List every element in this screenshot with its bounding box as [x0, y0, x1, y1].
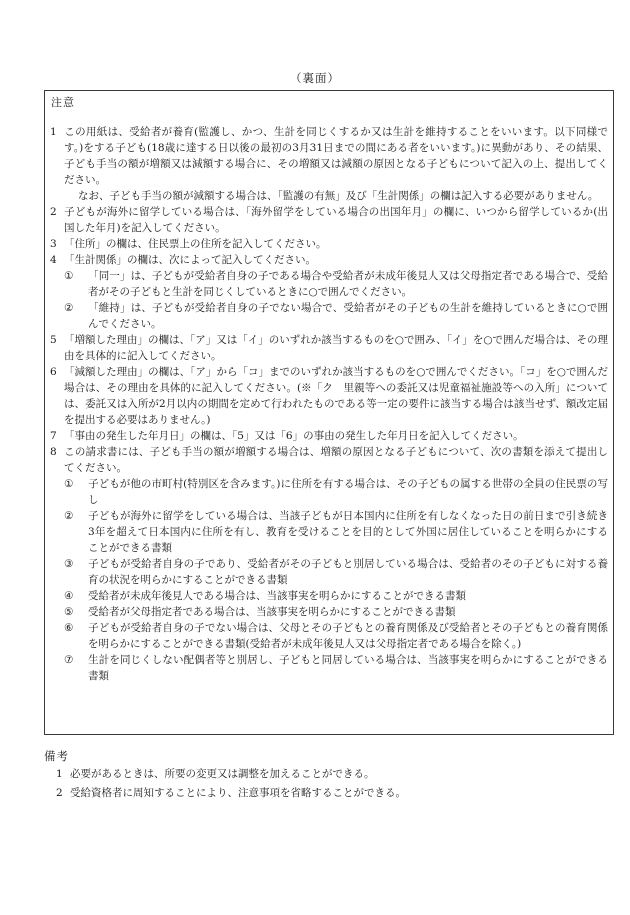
item-text: 「事由の発生した年月日」の欄は、「5」又は「6」の事由の発生した年月日を記入してください。 [64, 430, 524, 442]
notice-box [44, 90, 614, 735]
item-text: 必要があるときは、所要の変更又は調整を加えることができる。 [70, 768, 375, 780]
item-number: 4 [50, 254, 57, 266]
item-text: 受給者が未成年後見人である場合は、当該事実を明らかにすることができる書類 [88, 590, 466, 602]
notice-item-1 [50, 124, 608, 188]
notice-subitem-8-4 [50, 588, 608, 604]
item-number: 5 [50, 334, 57, 346]
item-text: 「減額した理由」の欄は、「ア」から「コ」までのいずれか該当するものを○で囲んでください。「コ」を○で囲んだ場合は、その理由を具体的に記入してください。(※「ク 里親等への委託又は児童福祉施設等への入所」については、委託又は入所が2月以内の期間を定めて行われたものである等一定の要件に該当する場合は該当せず、額改定届を提出する必要はありません。) [64, 366, 608, 426]
item-number: 1 [50, 126, 57, 138]
notice-item-5 [50, 332, 608, 364]
item-number: ① [64, 478, 74, 490]
item-text: 子どもが受給者自身の子であり、受給者がその子どもと別居している場合は、受給者のその子どもに対する養育の状況を明らかにすることができる書類 [88, 558, 608, 586]
notice-subitem-8-5 [50, 604, 608, 620]
item-number: 8 [50, 446, 57, 458]
item-text: この用紙は、受給者が養育(監護し、かつ、生計を同じくするか又は生計を維持することをいいます。以下同様です。)をする子ども(18歳に達する日以後の最初の3月31日までの間にある者をいいます。)に異動があり、その結果、子ども手当の額が増額又は減額する場合に、その増額又は減額の原因となる子どもについて記入の上、提出してください。 [64, 126, 608, 186]
item-number: ④ [64, 590, 74, 602]
page-heading: （裏面） [290, 71, 340, 85]
item-number: 2 [50, 206, 57, 218]
item-number: ⑦ [64, 654, 74, 666]
notice-subitem-4-2 [50, 300, 608, 332]
notice-subitem-4-1 [50, 268, 608, 300]
item-text: 受給者が父母指定者である場合は、当該事実を明らかにすることができる書類 [88, 606, 456, 618]
notice-item-8 [50, 444, 608, 476]
item-text: 子どもが海外に留学をしている場合は、当該子どもが日本国内に住所を有しなくなった日の前日まで引き続き3年を超えて日本国内に住所を有し、教育を受けることを目的として外国に居住していることを明らかにすることができる書類 [88, 510, 608, 554]
notice-subitem-8-2 [50, 508, 608, 556]
item-number: 7 [50, 430, 57, 442]
item-number: ② [64, 302, 74, 314]
item-number: 1 [56, 768, 63, 780]
notice-item-1-note [50, 188, 608, 204]
item-number: ⑤ [64, 606, 74, 618]
notice-item-3 [50, 236, 608, 252]
item-number: 3 [50, 238, 57, 250]
notice-item-4 [50, 252, 608, 268]
item-text: 「住所」の欄は、住民票上の住所を記入してください。 [64, 238, 327, 250]
remarks-item-2 [56, 784, 596, 803]
item-number: 6 [50, 366, 57, 378]
notice-item-6 [50, 364, 608, 428]
item-text: 「増額した理由」の欄は、「ア」又は「イ」のいずれか該当するものを○で囲み、「イ」を○で囲んだ場合は、その理由を具体的に記入してください。 [64, 334, 608, 362]
item-number: ② [64, 510, 74, 522]
item-number: ⑥ [64, 622, 74, 634]
item-text: 受給資格者に周知することにより、注意事項を省略することができる。 [70, 787, 406, 799]
remarks-item-1 [56, 765, 596, 784]
notice-item-2 [50, 204, 608, 236]
item-text: この請求書には、子ども手当の額が増額する場合は、増額の原因となる子どもについて、次の書類を添えて提出してください。 [64, 446, 608, 474]
item-text: 子どもが海外に留学している場合は、「海外留学をしている場合の出国年月」の欄に、いつから留学しているか(出国した年月)を記入してください。 [64, 206, 608, 234]
item-text: 「生計関係」の欄は、次によって記入してください。 [64, 254, 316, 266]
notice-items [50, 124, 608, 684]
item-number: ① [64, 270, 74, 282]
item-text: 「同一」は、子どもが受給者自身の子である場合や受給者が未成年後見人又は父母指定者である場合で、受給者がその子どもと生計を同じくしているときに○で囲んでください。 [88, 270, 608, 298]
notice-title: 注意 [51, 96, 75, 109]
item-number: ③ [64, 558, 74, 570]
item-number: 2 [56, 787, 63, 799]
item-text: 子どもが受給者自身の子でない場合は、父母とその子どもとの養育関係及び受給者とその子どもとの養育関係を明らかにすることができる書類(受給者が未成年後見人又は父母指定者である場合を除く。) [88, 622, 608, 650]
notice-subitem-8-1 [50, 476, 608, 508]
remarks-title: 備考 [44, 749, 69, 763]
notice-subitem-8-6 [50, 620, 608, 652]
remarks-list [56, 765, 596, 803]
item-text: なお、子ども手当の額が減額する場合は、「監護の有無」及び「生計関係」の欄は記入する必要がありません。 [78, 190, 599, 202]
notice-subitem-8-7 [50, 652, 608, 684]
notice-subitem-8-3 [50, 556, 608, 588]
item-text: 子どもが他の市町村(特別区を含みます。)に住所を有する場合は、その子どもの属する世帯の全員の住民票の写し [88, 478, 608, 506]
item-text: 生計を同じくしない配偶者等と別居し、子どもと同居している場合は、当該事実を明らかにすることができる書類 [88, 654, 608, 682]
item-text: 「維持」は、子どもが受給者自身の子でない場合で、受給者がその子どもの生計を維持しているときに○で囲んでください。 [88, 302, 608, 330]
notice-item-7 [50, 428, 608, 444]
